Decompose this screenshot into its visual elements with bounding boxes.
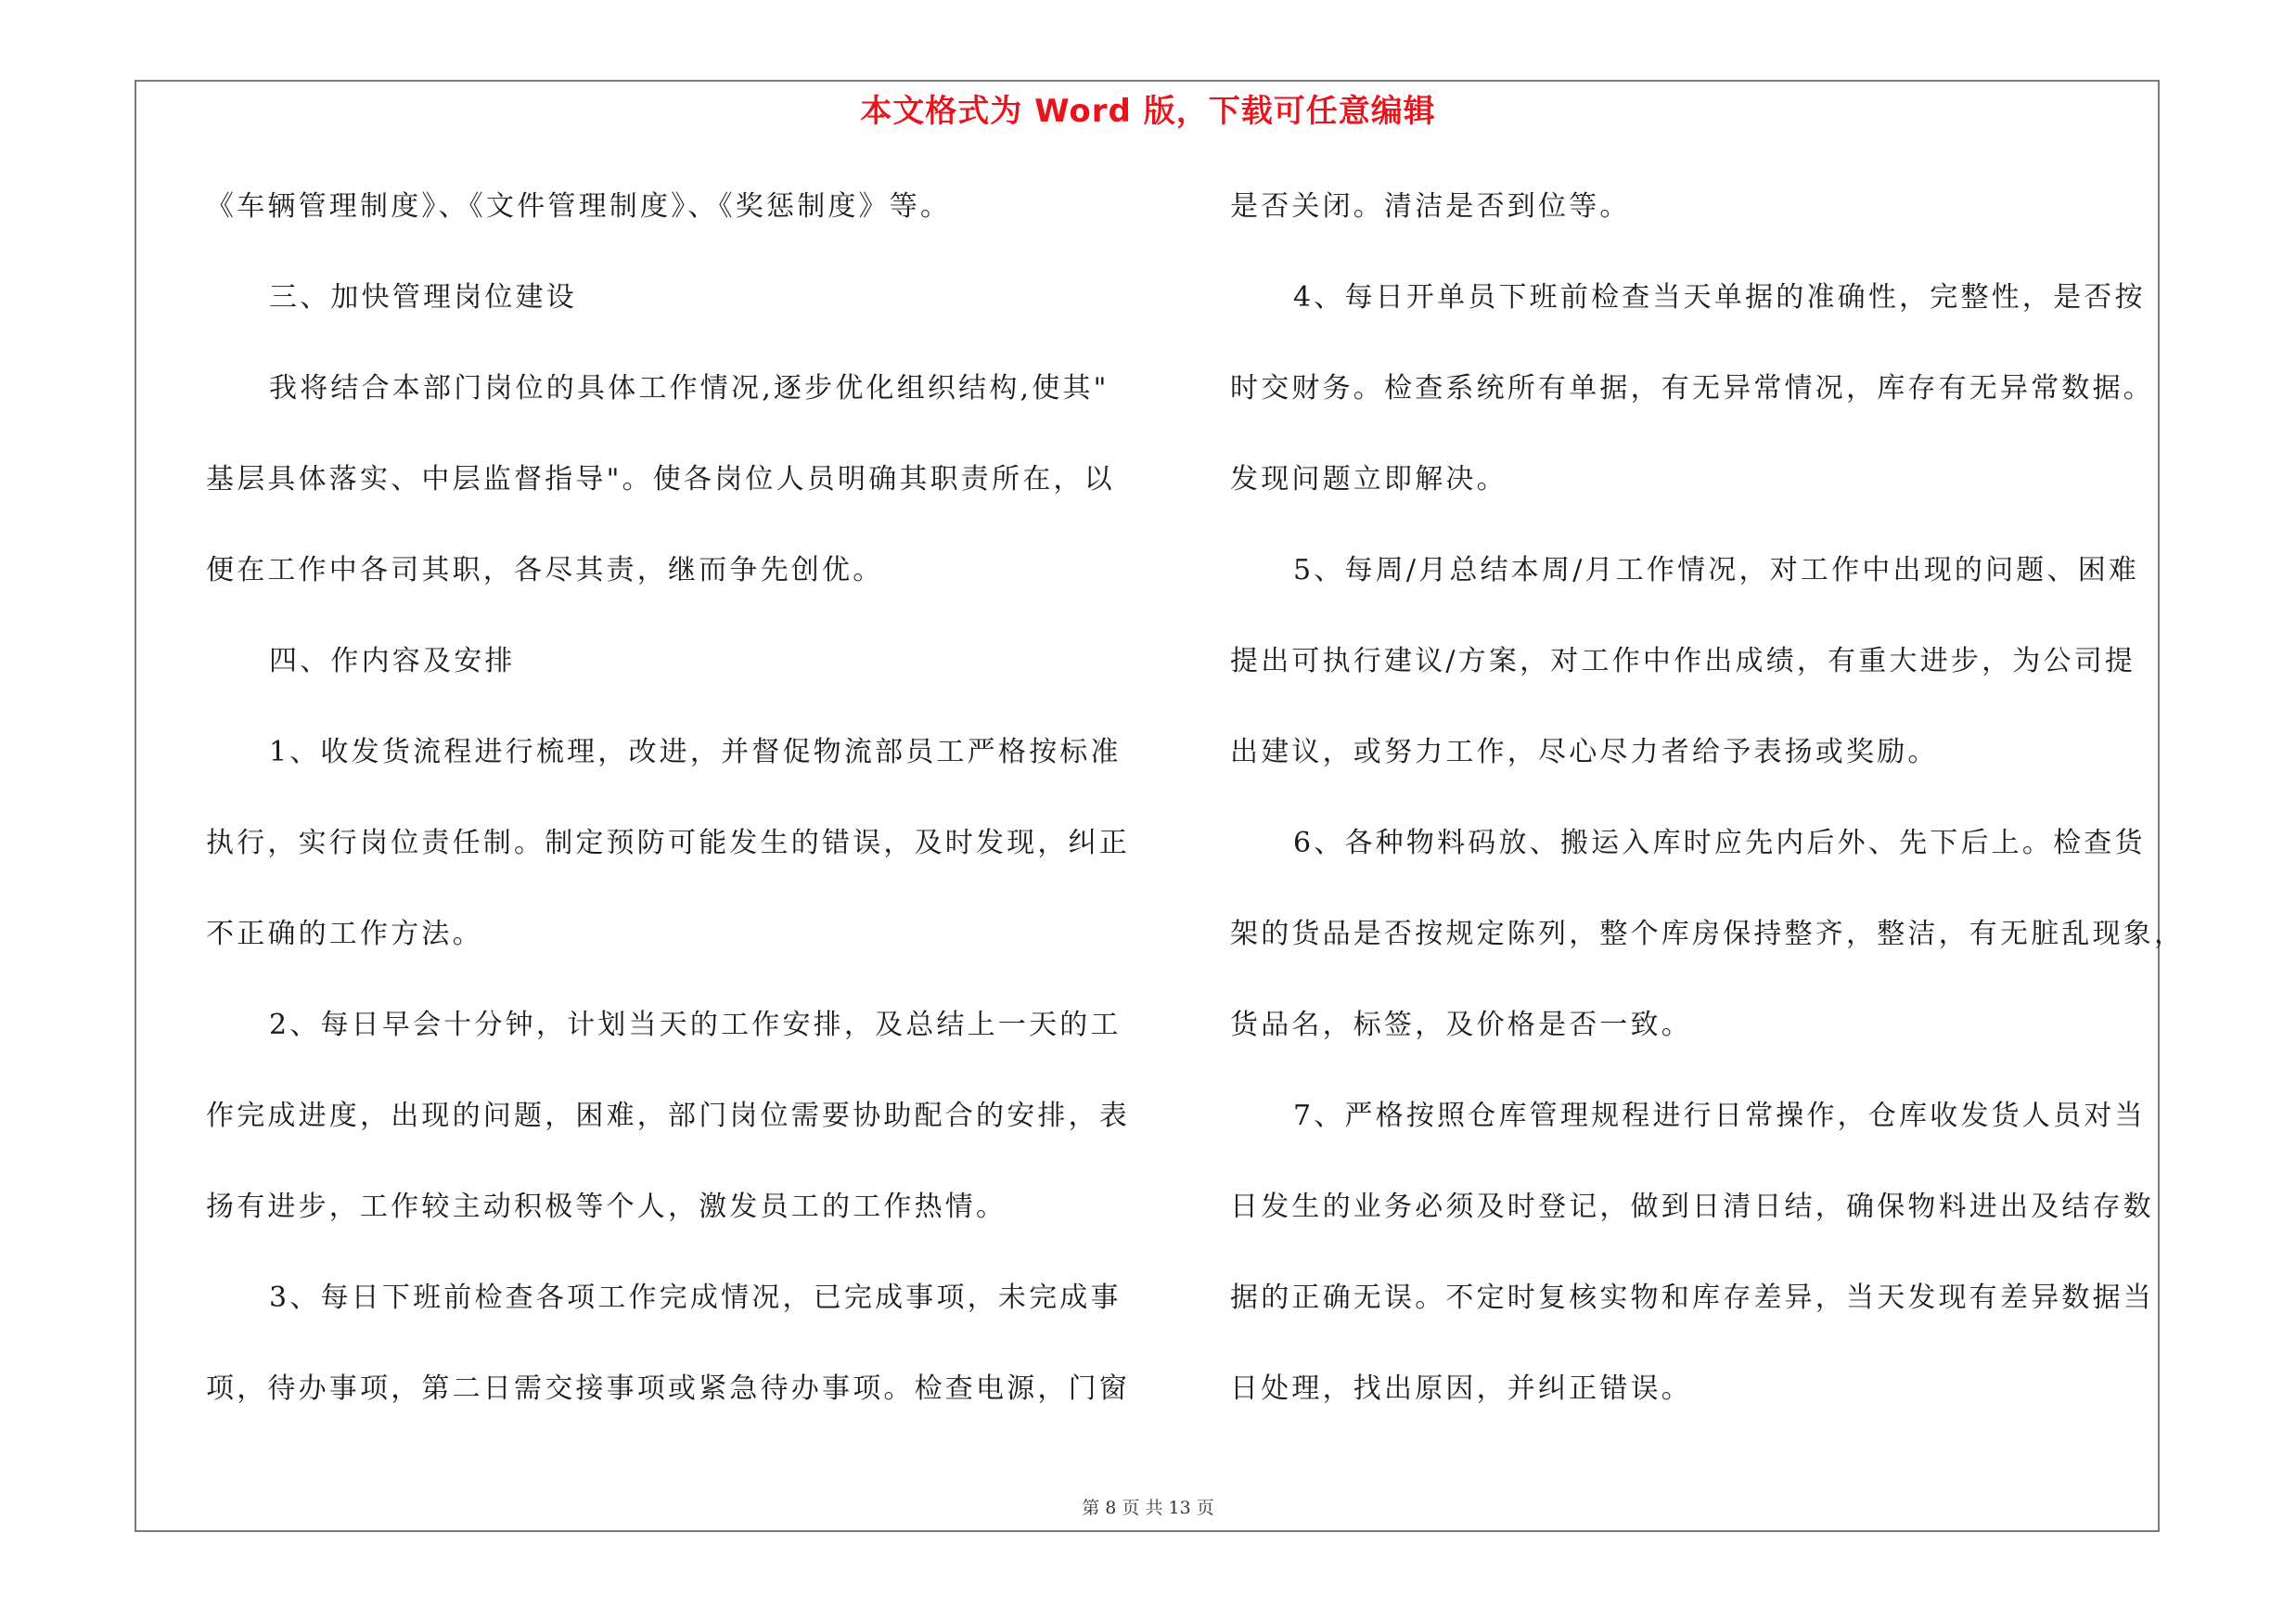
- text-line: 1、收发货流程进行梳理，改进，并督促物流部员工严格按标准: [269, 736, 1122, 768]
- section-heading: 三、加快管理岗位建设: [269, 281, 577, 314]
- text-line: 不正确的工作方法。: [206, 918, 483, 950]
- text-line: 4、每日开单员下班前检查当天单据的准确性，完整性，是否按: [1293, 281, 2146, 314]
- text-line: 5、每周/月总结本周/月工作情况，对工作中出现的问题、困难: [1293, 554, 2140, 586]
- text-line: 2、每日早会十分钟，计划当天的工作安排，及总结上一天的工: [269, 1009, 1122, 1041]
- text-line: 扬有进步，工作较主动积极等个人，激发员工的工作热情。: [206, 1191, 1007, 1223]
- text-line: 作完成进度，出现的问题，困难，部门岗位需要协助配合的安排，表: [206, 1100, 1130, 1132]
- text-line: 是否关闭。清洁是否到位等。: [1230, 190, 1631, 223]
- text-line: 基层具体落实、中层监督指导"。使各岗位人员明确其职责所在，以: [206, 463, 1115, 496]
- text-line: 提出可执行建议/方案，对工作中作出成绩，有重大进步，为公司提: [1230, 645, 2136, 677]
- text-line: 便在工作中各司其职，各尽其责，继而争先创优。: [206, 554, 884, 586]
- text-line: 3、每日下班前检查各项工作完成情况，已完成事项，未完成事: [269, 1282, 1122, 1314]
- text-line: 《车辆管理制度》、《文件管理制度》、《奖惩制度》等。: [206, 190, 952, 223]
- text-line: 执行，实行岗位责任制。制定预防可能发生的错误，及时发现，纠正: [206, 827, 1130, 859]
- left-text-column: [206, 184, 1130, 1446]
- right-text-column: [1230, 184, 2186, 1446]
- text-line: 时交财务。检查系统所有单据，有无异常情况，库存有无异常数据。: [1230, 372, 2154, 405]
- text-line: 日发生的业务必须及时登记，做到日清日结，确保物料进出及结存数: [1230, 1191, 2154, 1223]
- text-line: 架的货品是否按规定陈列，整个库房保持整齐，整洁，有无脏乱现象，: [1230, 918, 2186, 950]
- document-header-notice: 本文格式为 Word 版，下载可任意编辑: [860, 93, 1436, 130]
- text-line: 日处理，找出原因，并纠正错误。: [1230, 1372, 1692, 1405]
- text-line: 项，待办事项，第二日需交接事项或紧急待办事项。检查电源，门窗: [206, 1372, 1130, 1405]
- text-line: 6、各种物料码放、搬运入库时应先内后外、先下后上。检查货: [1293, 827, 2146, 859]
- text-line: 货品名，标签，及价格是否一致。: [1230, 1009, 1692, 1041]
- text-line: 7、严格按照仓库管理规程进行日常操作，仓库收发货人员对当: [1293, 1100, 2146, 1132]
- text-line: 出建议，或努力工作，尽心尽力者给予表扬或奖励。: [1230, 736, 1939, 768]
- text-line: 我将结合本部门岗位的具体工作情况,逐步优化组织结构,使其": [269, 372, 1110, 405]
- page-number-footer: 第 8 页 共 13 页: [1082, 1498, 1214, 1518]
- text-line: 发现问题立即解决。: [1230, 463, 1507, 496]
- section-heading: 四、作内容及安排: [269, 645, 516, 677]
- text-line: 据的正确无误。不定时复核实物和库存差异，当天发现有差异数据当: [1230, 1282, 2154, 1314]
